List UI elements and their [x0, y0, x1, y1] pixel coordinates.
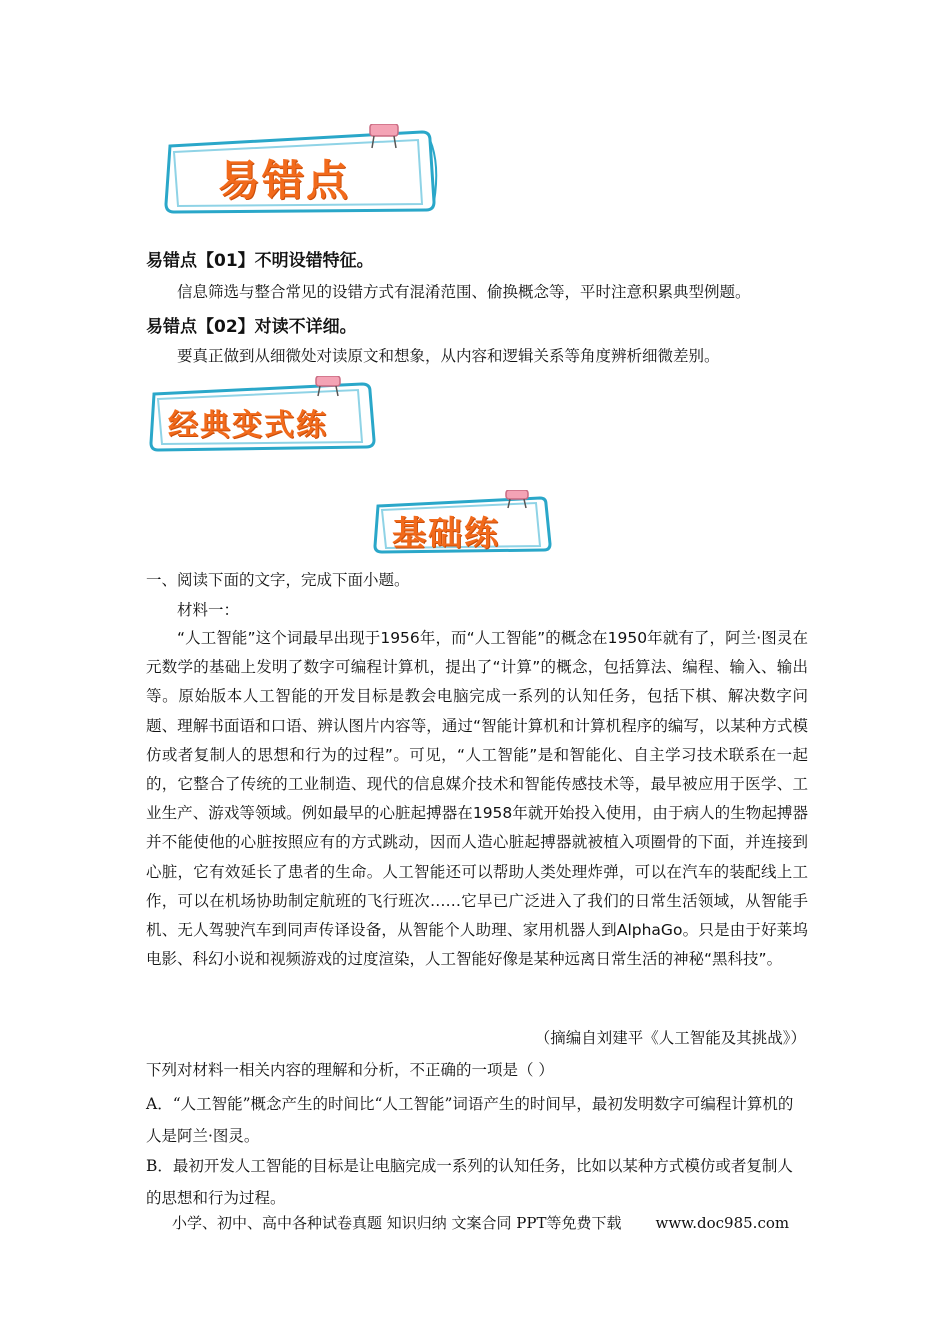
exercise-instruction: 一、阅读下面的文字，完成下面小题。 — [146, 571, 410, 589]
question-stem: 下列对材料一相关内容的理解和分析，不正确的一项是（ ） — [146, 1061, 554, 1079]
banner-jichu-title: 基础练 — [392, 514, 500, 554]
mistake-text-2: 要真正做到从细微处对读原文和想象，从内容和逻辑关系等角度辨析细微差别。 — [177, 347, 720, 365]
option-b: B．最初开发人工智能的目标是让电脑完成一系列的认知任务，比如以某种方式模仿或者复制人的思想和行为过程。 — [146, 1157, 793, 1207]
material-label: 材料一： — [177, 601, 240, 619]
footer-text: 小学、初中、高中各种试卷真题 知识归纳 文案合同 PPT等免费下载 — [172, 1214, 622, 1232]
banner-yicuodian-title: 易错点 — [218, 156, 351, 205]
mistake-heading-1: 易错点【01】不明设错特征。 — [146, 251, 374, 271]
page-footer — [172, 1212, 789, 1233]
banner-yicuodian — [160, 124, 442, 220]
passage-source: （摘编自刘建平《人工智能及其挑战》） — [534, 1029, 806, 1047]
footer-url: www.doc985.com — [655, 1214, 790, 1232]
banner-jingdian-title: 经典变式练 — [168, 408, 328, 443]
material-passage: “人工智能”这个词最早出现于1956年，而“人工智能”的概念在1950年就有了，阿兰·图灵在元数学的基础上发明了数字可编程计算机，提出了“计算”的概念，包括算法、编程、输入、输出等。原始版本人工智能的开发目标是教会电脑完成一系列的认知任务，包括下棋、解决数字问题、理解书面语和口语、辨认图片内容等，通过“智能计算机和计算机程序的编写，以某种方式模仿或者复制人的思想和行为的过程”。可见，“人工智能”是和智能化、自主学习技术联系在一起的，它整合了传统的工业制造、现代的信息媒介技术和智能传感技术等，最早被应用于医学、工业生产、游戏等领域。例如最早的心脏起搏器在1958年就开始投入使用，由于病人的生物起搏器并不能使他的心脏按照应有的方式跳动，因而人造心脏起搏器就被植入项圈骨的下面，并连接到心脏，它有效延长了患者的生命。人工智能还可以帮助人类处理炸弹，可以在汽车的装配线上工作，可以在机场协助制定航班的飞行班次……它早已广泛进入了我们的日常生活领域，从智能手机、无人驾驶汽车到同声传译设备，从智能个人助理、家用机器人到AlphaGo。只是由于好莱坞电影、科幻小说和视频游戏的过度渲染，人工智能好像是某种远离日常生活的神秘“黑科技”。 — [146, 629, 808, 969]
mistake-text-1: 信息筛选与整合常见的设错方式有混淆范围、偷换概念等，平时注意积累典型例题。 — [177, 283, 751, 301]
option-a: A．“人工智能”概念产生的时间比“人工智能”词语产生的时间早，最初发明数字可编程计算机的人是阿兰·图灵。 — [146, 1095, 794, 1145]
mistake-heading-2: 易错点【02】对读不详细。 — [146, 317, 357, 337]
banner-jingdian — [146, 376, 380, 456]
banner-jichu — [370, 490, 556, 558]
